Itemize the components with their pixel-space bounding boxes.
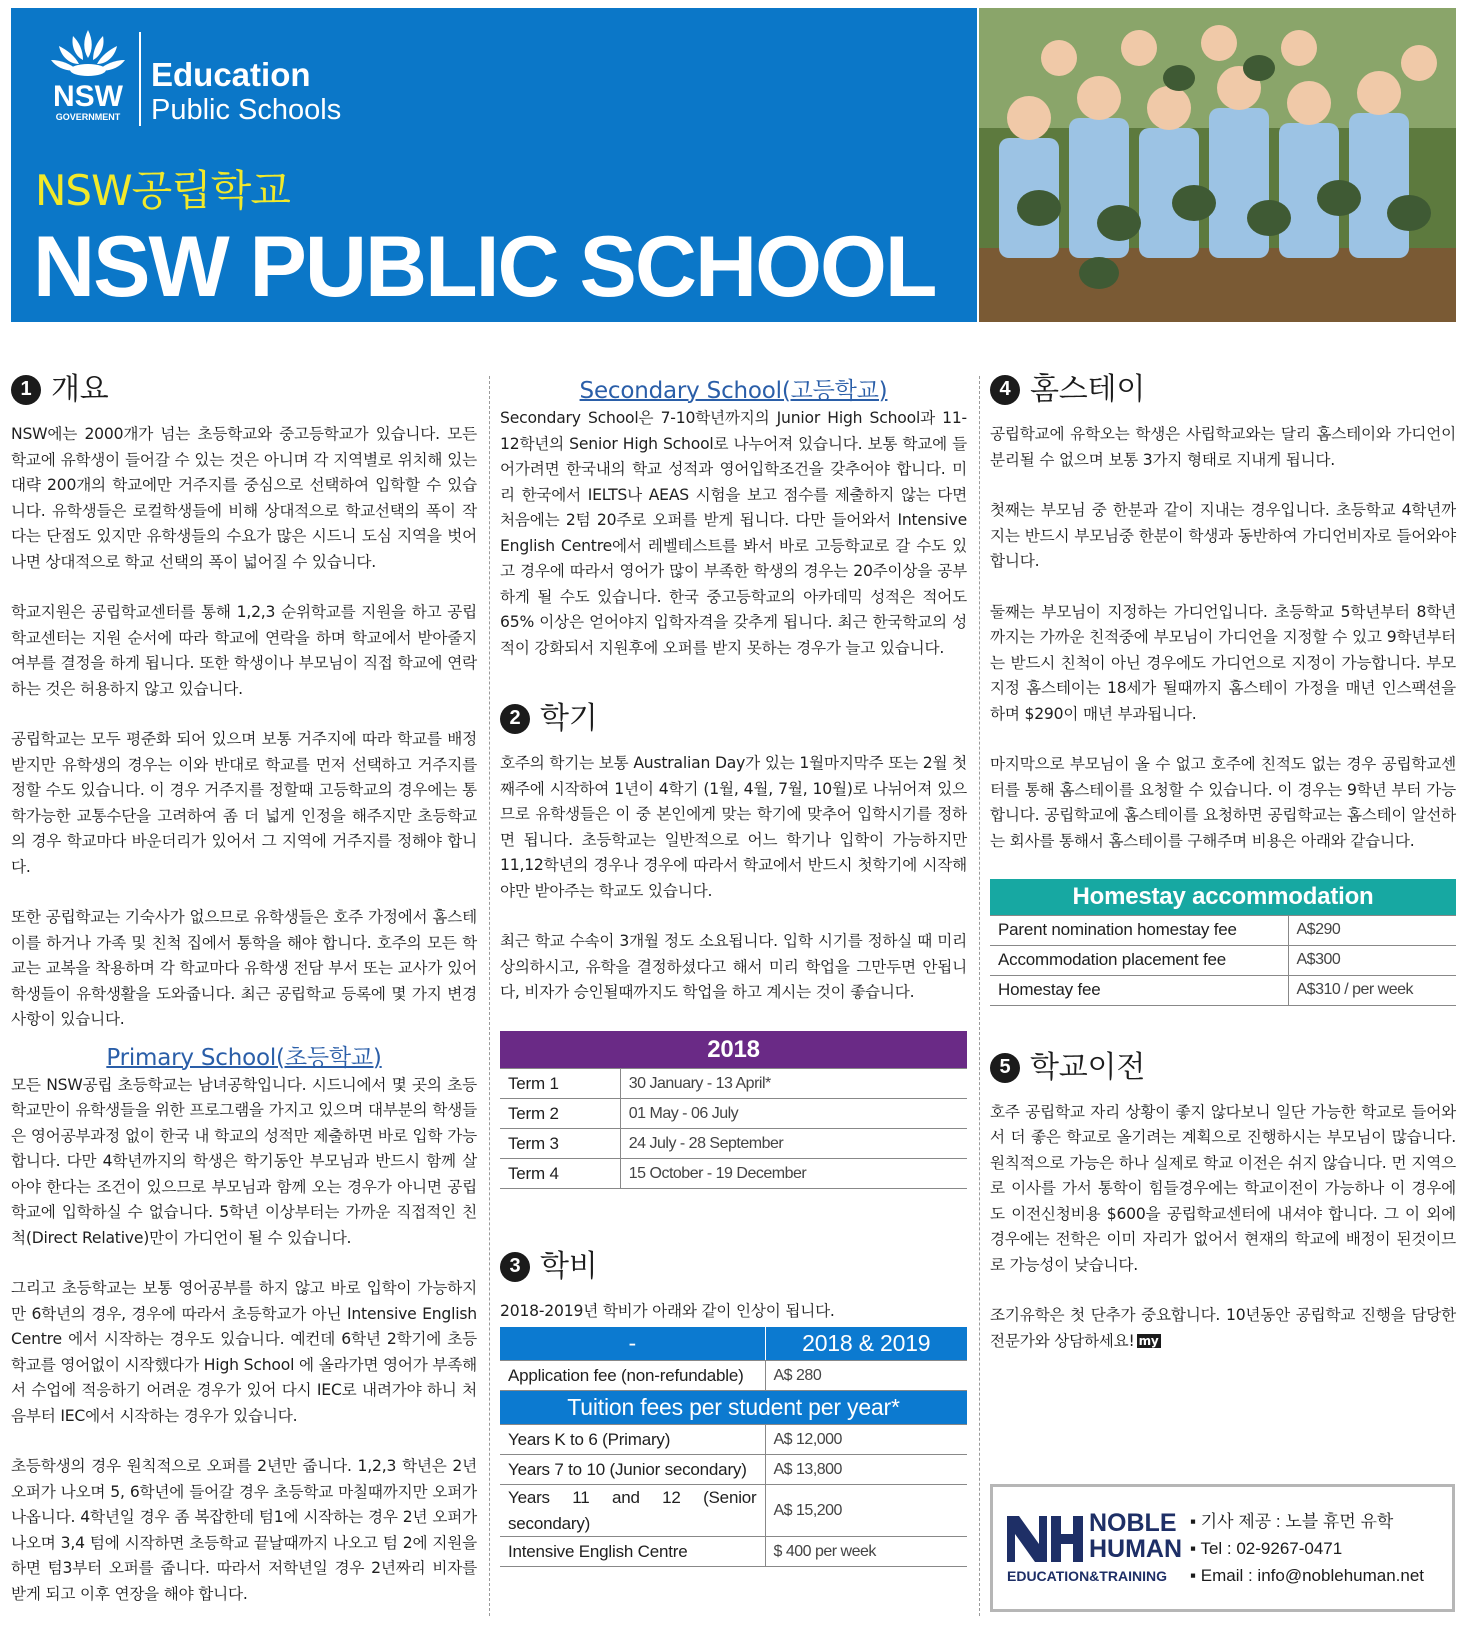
fee-label: Application fee (non-refundable) xyxy=(500,1361,765,1391)
term-label: Term 3 xyxy=(500,1129,620,1159)
section-number-badge: 5 xyxy=(990,1053,1020,1083)
fees-header-left: - xyxy=(500,1327,765,1361)
column-3 xyxy=(990,370,1456,1379)
paragraph: 모든 NSW공립 초등학교는 남녀공학입니다. 시드니에서 몇 곳의 초등학교만이 유학생들을 위한 프로그램을 가지고 있으며 대부분의 학생들은 영어공부과정 없이 한국 내 학교의 성적만 제출하면 바로 입학 가능합니다. 다만 4학년까지의 학생은 학기동안 부모님과 반드시 함께 살아야 한다는 조건이 있으므로 부모님과 함께 오는 경우가 아니면 공립학교에 입학하실 수 없습니다. 5학년 이상부터는 가까운 직접적인 친척(Direct Relative)만이 가디언이 될 수 있습니다. xyxy=(11,1075,477,1247)
nh-monogram-icon xyxy=(1005,1508,1085,1564)
fee-value: A$290 xyxy=(1288,915,1456,945)
waratah-logo-icon xyxy=(43,26,133,126)
svg-text:NSW: NSW xyxy=(53,80,123,113)
fee-label: Parent nomination homestay fee xyxy=(990,915,1288,945)
paragraph: 학교지원은 공립학교센터를 통해 1,2,3 순위학교를 지원을 하고 공립학교센터는 지원 순서에 따라 학교에 연락을 하며 학교에서 받아줄지 여부를 결정을 하게 됩니다. 또한 학생이나 부모님이 직접 학교에 연락하는 것은 허용하지 않고 있습니다. xyxy=(11,603,477,698)
paragraph: 첫째는 부모님 중 한분과 같이 지내는 경우입니다. 초등학교 4학년까지는 반드시 부모님중 한분이 학생과 동반하여 가디언비자로 들어와야 합니다. xyxy=(990,501,1456,570)
logo-education: Education xyxy=(151,56,311,93)
brand-tagline: EDUCATION&TRAINING xyxy=(1007,1568,1167,1584)
fees-table xyxy=(500,1327,967,1568)
secondary-school-heading: Secondary School(고등학교) xyxy=(579,378,888,404)
fee-label: Years K to 6 (Primary) xyxy=(500,1425,765,1455)
section-heading-overview xyxy=(11,370,477,410)
svg-text:GOVERNMENT: GOVERNMENT xyxy=(55,112,121,122)
section-title: 학기 xyxy=(540,701,598,737)
section-heading-terms xyxy=(500,699,967,739)
table-row xyxy=(500,1537,967,1567)
fee-label: Accommodation placement fee xyxy=(990,945,1288,975)
table-row xyxy=(990,915,1456,945)
fee-value: A$300 xyxy=(1288,945,1456,975)
logo-divider xyxy=(139,32,141,126)
section-number-badge: 1 xyxy=(11,375,41,405)
paragraph: 또한 공립학교는 기숙사가 없으므로 유학생들은 호주 가정에서 홈스테이를 하거나 가족 및 친척 집에서 통학을 해야 합니다. 호주의 모든 학교는 교복을 착용하며 각 학교마다 유학생 전담 부서 또는 교사가 있어 학생들이 유학생활을 도와줍니다. 최근 공립학교 등록에 몇 가지 변경사항이 있습니다. xyxy=(11,908,477,1028)
term-dates: 01 May - 06 July xyxy=(620,1099,967,1129)
page-title-english: NSW PUBLIC SCHOOL xyxy=(33,219,936,315)
students-photo xyxy=(979,8,1456,322)
column-1 xyxy=(11,370,477,1632)
fee-value: A$ 15,200 xyxy=(765,1485,967,1537)
logo-public-schools: Public Schools xyxy=(151,94,342,126)
term-dates: 30 January - 13 April* xyxy=(620,1069,967,1099)
table-row xyxy=(500,1425,967,1455)
sponsor-info xyxy=(1190,1508,1424,1589)
sponsor-box xyxy=(990,1484,1455,1612)
terms-table-header: 2018 xyxy=(500,1031,967,1069)
tuition-header: Tuition fees per student per year* xyxy=(500,1391,967,1425)
paragraph: 둘째는 부모님이 지정하는 가디언입니다. 초등학교 5학년부터 8학년까지는 가까운 친적중에 부모님이 가디언을 지정할 수 있고 9학년부터는 받드시 친척이 아닌 경우에도 가디언으로 지정이 가능합니다. 부모지정 홈스테이는 18세가 될때까지 홈스테이 가정을 매년 인스팩션을 하며 $290이 매년 부과됩니다. xyxy=(990,602,1456,723)
fee-value: A$ 280 xyxy=(765,1361,967,1391)
brand-human: HUMAN xyxy=(1089,1535,1183,1563)
noble-human-logo xyxy=(1005,1508,1183,1588)
section-heading-homestay xyxy=(990,370,1456,410)
paragraph: NSW에는 2000개가 넘는 초등학교와 중고등학교가 있습니다. 모든 학교에 유학생이 들어갈 수 있는 것은 아니며 각 지역별로 위치해 있는 대략 200개의 학교에만 거주지를 중심으로 선택하여 입학할 수 있습니다. 유학생들은 로컬학생들에 비해 상대적으로 학교선택의 폭이 작다는 단점도 있지만 유학생들의 수요가 많은 시드니 도심 지역을 벗어나면 상대적으로 학교 선택의 폭이 넓어질 수 있습니다. xyxy=(11,425,477,571)
paragraph: 호주의 학기는 보통 Australian Day가 있는 1월마지막주 또는 2월 첫째주에 시작하여 1년이 4학기 (1월, 4월, 7월, 10월)로 나뉘어져 있으므로 유학생들은 이 중 본인에게 맞는 학기에 맞추어 입학시기를 정하면 됩니다. 초등학교는 일반적으로 어느 학기나 입학이 가능하지만 11,12학년의 경우나 경우에 따라서 학교에서 반드시 첫학기에 시작해야만 받아주는 학교도 있습니다. xyxy=(500,754,967,900)
paragraph: 공립학교는 모두 평준화 되어 있으며 보통 거주지에 따라 학교를 배정 받지만 유학생의 경우는 이와 반대로 학교를 먼저 선택하고 거주지를 정할 수도 있습니다. 이 경우 거주지를 정할때 고등학교의 경우에는 통학가능한 교통수단을 고려하여 좀 더 넓게 인정을 해주지만 초등학교의 경우 학교마다 바운더리가 있어서 그 지역에 거주지를 정해야 합니다. xyxy=(11,730,477,876)
table-row xyxy=(500,1455,967,1485)
paragraph: 2018-2019년 학비가 아래와 같이 인상이 됩니다. xyxy=(500,1302,835,1320)
students-photo-illustration xyxy=(979,8,1456,322)
paragraph xyxy=(990,1303,1456,1354)
column-2 xyxy=(500,376,967,1567)
closing-text: 조기유학은 첫 단추가 중요합니다. 10년동안 공립학교 진행을 담당한 전문가와 상담하세요! xyxy=(990,1306,1456,1350)
page-title-korean: NSW공립학교 xyxy=(35,166,290,215)
brand-noble: NOBLE xyxy=(1089,1509,1177,1537)
table-row xyxy=(990,945,1456,975)
table-row xyxy=(500,1099,967,1129)
paragraph: 공립학교에 유학오는 학생은 사립학교와는 달리 홈스테이와 가디언이 분리될 수 없으며 보통 3가지 형태로 지내게 됩니다. xyxy=(990,425,1456,469)
fee-label: Years 11 and 12 (Senior secondary) xyxy=(500,1485,765,1537)
fees-header-right: 2018 & 2019 xyxy=(765,1327,967,1361)
section-title: 홈스테이 xyxy=(1030,372,1146,408)
paragraph: 마지막으로 부모님이 올 수 없고 호주에 친적도 없는 경우 공립학교센터를 통해 홈스테이를 요청할 수 있습니다. 이 경우는 9학년 부터 가능합니다. 공립학교에 홈스테이를 요청하면 공립학교는 홈스테이 알선하는 회사를 통해서 홈스테이를 구해주며 비용은 아래와 같습니다. xyxy=(990,755,1456,850)
fee-value: A$ 13,800 xyxy=(765,1455,967,1485)
end-mark: my xyxy=(1138,1334,1159,1348)
column-divider-1 xyxy=(489,376,490,1616)
fee-value: A$ 12,000 xyxy=(765,1425,967,1455)
fee-label: Intensive English Centre xyxy=(500,1537,765,1567)
section-number-badge: 2 xyxy=(500,704,530,734)
homestay-table xyxy=(990,879,1456,1006)
credit-line: ▪ 기사 제공 : 노블 휴먼 유학 xyxy=(1190,1511,1394,1531)
fee-label: Homestay fee xyxy=(990,975,1288,1005)
section-title: 개요 xyxy=(51,372,109,408)
terms-table xyxy=(500,1031,967,1190)
term-label: Term 1 xyxy=(500,1069,620,1099)
paragraph: Secondary School은 7-10학년까지의 Junior High School과 11-12학년의 Senior High School로 나누어져 있습니다. 보통 학교에 들어가려면 한국내의 학교 성적과 영어입학조건을 갖추어야 합니다. 미리 한국에서 IELTS나 AEAS 시험을 보고 점수를 제출하지 않는 다면 처음에는 2텀 20주로 오퍼를 받게 됩니다. 다만 들어와서 Intensive English Centre에서 레벨테스트를 봐서 바로 고등학교로 갈 수도 있고 경우에 따라서 영어가 많이 부족한 학생의 경우는 20주이상을 공부하게 될 수도 있습니다. 한국 중고등학교의 아카데믹 성적은 적어도 65% 이상은 얻어야지 입학자격을 갖추게 됩니다. 최근 한국학교의 성적이 강화되서 지원후에 오퍼를 받지 못하는 경우가 늘고 있습니다. xyxy=(500,409,967,657)
paragraph: 호주 공립학교 자리 상황이 좋지 않다보니 일단 가능한 학교로 들어와서 더 좋은 학교로 올기려는 계획으로 진행하시는 부모님이 많습니다. 원칙적으로 가능은 하나 실제로 학교 이전은 쉬지 않습니다. 먼 지역으로 이사를 가서 통학이 힘들경우에는 학교이전이 가능하나 이 경우에도 이전신청비용 $600을 공립학교센터에 내셔야 합니다. 그 이 외에 경우에는 전학은 이미 자리가 없어서 현재의 학교에 배정이 된것이므로 가능성이 낮습니다. xyxy=(990,1102,1456,1274)
table-row xyxy=(990,975,1456,1005)
fee-value: $ 400 per week xyxy=(765,1537,967,1567)
paragraph: 최근 학교 수속이 3개월 정도 소요됩니다. 입학 시기를 정하실 때 미리 상의하시고, 유학을 결정하셨다고 해서 미리 학업을 그만두면 안됩니다, 비자가 승인될때까지도 학업을 하고 계시는 것이 좋습니다. xyxy=(500,932,967,1001)
term-dates: 15 October - 19 December xyxy=(620,1159,967,1189)
section-heading-transfer xyxy=(990,1048,1456,1088)
table-row xyxy=(500,1069,967,1099)
header-banner xyxy=(11,8,977,322)
table-row xyxy=(500,1129,967,1159)
section-heading-fees xyxy=(500,1247,967,1287)
section-title: 학비 xyxy=(540,1249,598,1285)
fee-value: A$310 / per week xyxy=(1288,975,1456,1005)
section-title: 학교이전 xyxy=(1030,1049,1146,1085)
term-label: Term 4 xyxy=(500,1159,620,1189)
term-label: Term 2 xyxy=(500,1099,620,1129)
table-row xyxy=(500,1361,967,1391)
fee-label: Years 7 to 10 (Junior secondary) xyxy=(500,1455,765,1485)
homestay-table-header: Homestay accommodation xyxy=(990,879,1456,915)
term-dates: 24 July - 28 September xyxy=(620,1129,967,1159)
section-number-badge: 4 xyxy=(990,375,1020,405)
paragraph: 그리고 초등학교는 보통 영어공부를 하지 않고 바로 입학이 가능하지만 6학년의 경우, 경우에 따라서 초등학교가 아닌 Intensive English Centre 에서 시작하는 경우도 있습니다. 예컨데 6학년 2학기에 초등학교를 영어없이 시작했다가 High School 에 올라가면 영어가 부족해서 수업에 적응하기 어려운 경우가 있어 다시 IEC로 내려가야 하니 처음부터 IEC에서 시작하는 경우가 있습니다. xyxy=(11,1279,477,1425)
section-number-badge: 3 xyxy=(500,1252,530,1282)
column-divider-2 xyxy=(979,376,980,1616)
paragraph: 초등학생의 경우 원칙적으로 오퍼를 2년만 줍니다. 1,2,3 학년은 2년 오퍼가 나오며 5, 6학년에 들어갈 경우 초등학교 마칠때까지만 오퍼가 나옵니다. 4학년일 경우 좀 복잡한데 텀1에 시작하는 경우 2년 오퍼가 나오며 3,4 텀에 시작하면 초등학교 끝날때까지 나오고 텀 2에 지원을 하면 텀3부터 오퍼를 줍니다. 따라서 저학년일 경우 2년짜리 비자를 받게 되고 이후 연장을 해야 합니다. xyxy=(11,1457,477,1603)
phone-line: ▪ Tel : 02-9267-0471 xyxy=(1190,1538,1343,1558)
email-line: ▪ Email : info@noblehuman.net xyxy=(1190,1565,1425,1585)
table-row xyxy=(500,1485,967,1537)
table-row xyxy=(500,1159,967,1189)
primary-school-heading: Primary School(초등학교) xyxy=(106,1044,382,1071)
